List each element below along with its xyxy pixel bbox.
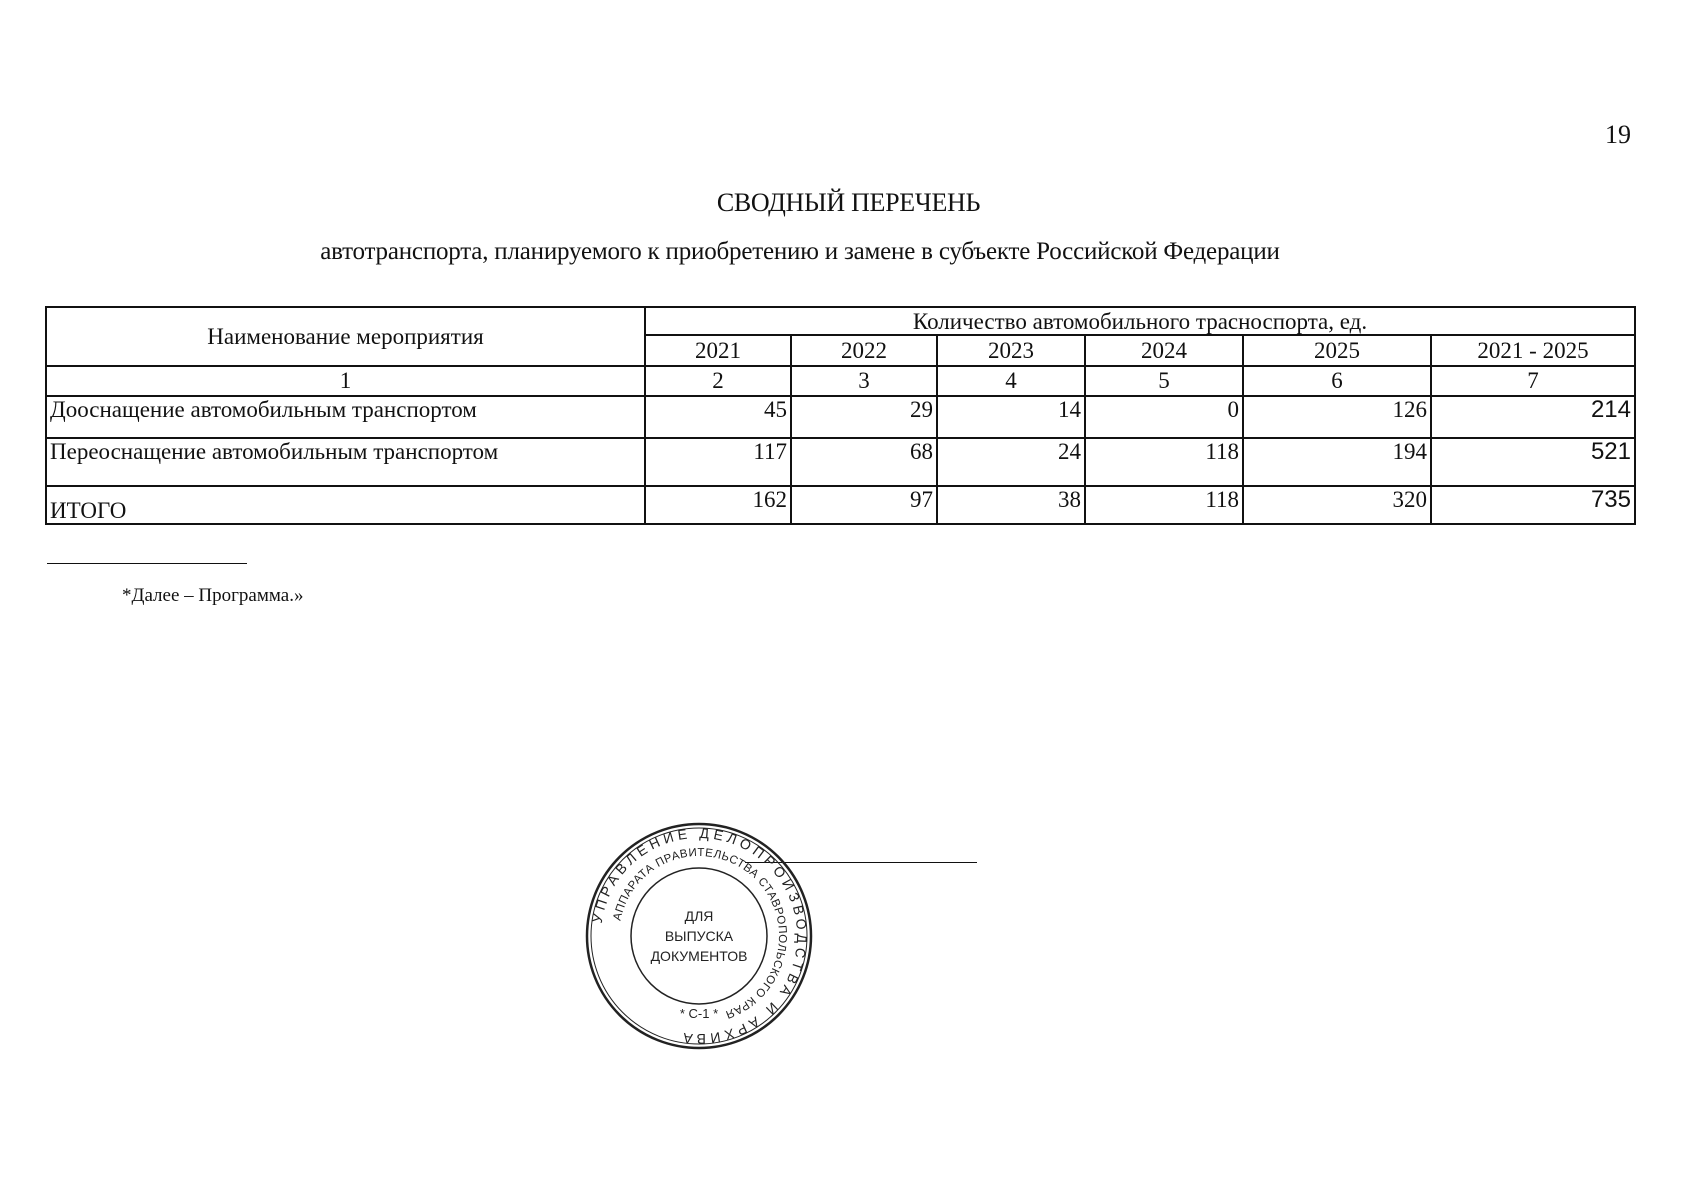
stamp-center-line: ДЛЯ [684, 908, 714, 924]
year-header: 2025 [1243, 335, 1431, 366]
quantity-group-header: Количество автомобильного трасноспорта, ед. [645, 307, 1635, 335]
column-number: 6 [1243, 366, 1431, 396]
stamp-inner-text: АППАРАТА ПРАВИТЕЛЬСТВА СТАВРОПОЛЬСКОГО КРАЯ [611, 846, 789, 1021]
year-header: 2021 - 2025 [1431, 335, 1635, 366]
table-cell: 118 [1085, 486, 1243, 524]
table-cell: 126 [1243, 396, 1431, 438]
table-cell: 68 [791, 438, 937, 486]
table-cell: 24 [937, 438, 1085, 486]
table-cell: 194 [1243, 438, 1431, 486]
table-cell: 117 [645, 438, 791, 486]
row-label: ИТОГО [46, 486, 645, 524]
official-stamp [583, 820, 815, 1052]
total-cell: 735 [1431, 486, 1635, 524]
summary-table [45, 306, 1636, 525]
document-title: СВОДНЫЙ ПЕРЕЧЕНЬ [716, 188, 981, 217]
column-number: 1 [46, 366, 645, 396]
stamp-center-line: ВЫПУСКА [664, 928, 734, 944]
column-number: 4 [937, 366, 1085, 396]
stamp-outer-text: УПРАВЛЕНИЕ ДЕЛОПРОИЗВОДСТВА И АРХИВА [588, 824, 811, 1048]
table-cell: 45 [645, 396, 791, 438]
table-cell: 0 [1085, 396, 1243, 438]
column-number: 7 [1431, 366, 1635, 396]
name-column-header: Наименование мероприятия [46, 307, 645, 366]
table-cell: 14 [937, 396, 1085, 438]
table-row-total [46, 486, 1635, 524]
table-cell: 97 [791, 486, 937, 524]
total-cell: 521 [1431, 438, 1635, 486]
table-row [46, 438, 1635, 486]
document-subtitle: автотранспорта, планируемого к приобретению и замене в субъекте Российской Федерации [320, 238, 1280, 265]
column-number-row [46, 366, 1635, 396]
year-header: 2023 [937, 335, 1085, 366]
table-row [46, 396, 1635, 438]
row-label: Дооснащение автомобильным транспортом [46, 396, 645, 438]
column-number: 2 [645, 366, 791, 396]
column-number: 5 [1085, 366, 1243, 396]
year-header: 2022 [791, 335, 937, 366]
column-number: 3 [791, 366, 937, 396]
table-cell: 38 [937, 486, 1085, 524]
table-cell: 162 [645, 486, 791, 524]
footnote-divider [47, 563, 247, 564]
page-number: 19 [1605, 120, 1631, 149]
year-header: 2021 [645, 335, 791, 366]
row-label: Переоснащение автомобильным транспортом [46, 438, 645, 486]
table-cell: 320 [1243, 486, 1431, 524]
year-header: 2024 [1085, 335, 1243, 366]
stamp-center-line: ДОКУМЕНТОВ [650, 948, 748, 964]
stamp-code: * С-1 * [679, 1006, 719, 1021]
table-header-row [46, 307, 1635, 335]
footnote: *Далее – Программа.» [122, 585, 304, 606]
table-cell: 29 [791, 396, 937, 438]
total-cell: 214 [1431, 396, 1635, 438]
table-cell: 118 [1085, 438, 1243, 486]
